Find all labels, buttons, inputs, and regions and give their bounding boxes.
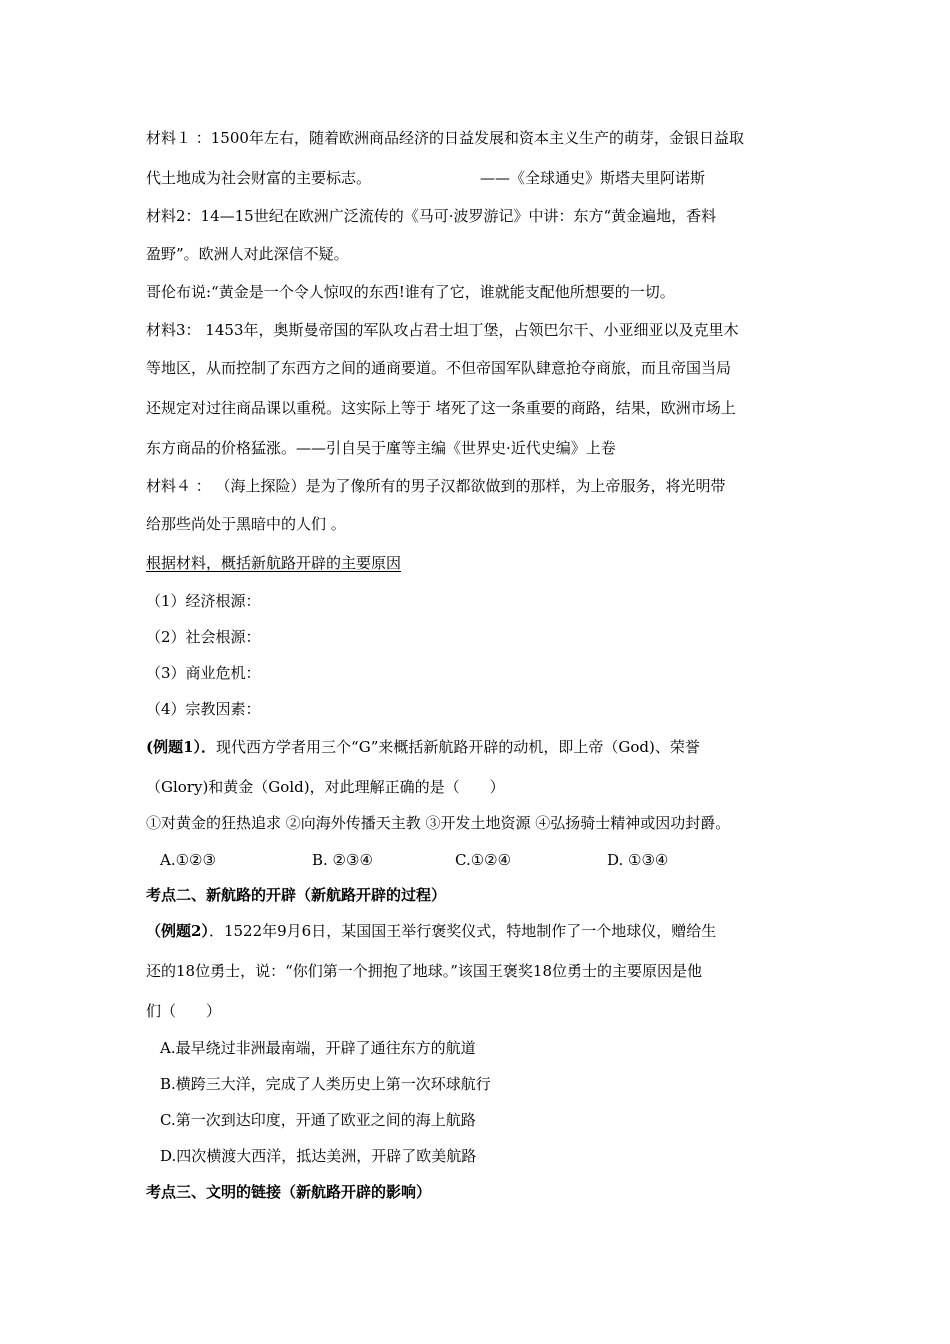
material1-line1: 材料１ ：1500年左右，随着欧洲商品经济的日益发展和资本主义生产的萌芽，金银日益取: [146, 129, 744, 147]
example1-line2: （Glory)和黄金（Gold)，对此理解正确的是（ ）: [146, 778, 505, 796]
material2-line1: 材料2：14—15世纪在欧洲广泛流传的《马可·波罗游记》中讲：东方“黄金遍地，香料: [146, 207, 717, 225]
example2-line2: 还的18位勇士，说：“你们第一个拥抱了地球。”该国王褒奖18位勇士的主要原因是他: [146, 962, 703, 980]
material4-line1: 材料４ ： （海上探险）是为了像所有的男子汉都欲做到的那样，为上帝服务，将光明带: [146, 477, 726, 495]
material3-line1: 材料3： 1453年，奥斯曼帝国的军队攻占君士坦丁堡，占领巴尔干、小亚细亚以及克里木: [146, 321, 739, 339]
example1-line1: [146, 737, 700, 757]
reason-social: （2）社会根源：: [146, 628, 261, 646]
example2-text: ．1522年9月6日，某国国王举行褒奖仪式，特地制作了一个地球仪，赠给生: [208, 922, 717, 940]
example1-statements: ①对黄金的狂热追求 ②向海外传播天主教 ③开发土地资源 ④弘扬骑士精神或因功封爵。: [146, 814, 731, 832]
section2-title: 考点二、新航路的开辟（新航路开辟的过程）: [146, 886, 447, 904]
reason-commercial: （3）商业危机：: [146, 664, 261, 682]
example1-option-d: D. ①③④: [607, 851, 669, 869]
material4-line2: 给那些尚处于黑暗中的人们 。: [146, 515, 346, 533]
material3-line4: 东方商品的价格猛涨。——引自吴于廑等主编《世界史·近代史编》上卷: [146, 439, 616, 457]
example1-text: 现代西方学者用三个“G”来概括新航路开辟的动机，即上帝（God)、荣誉: [216, 738, 700, 756]
example2-option-d: D.四次横渡大西洋，抵达美洲，开辟了欧美航路: [160, 1147, 477, 1165]
example1-option-c: C.①②④: [455, 851, 512, 869]
example2-line3: 们（ ）: [146, 1002, 222, 1020]
material3-line3: 还规定对过往商品课以重税。这实际上等于 堵死了这一条重要的商路，结果，欧洲市场上: [146, 399, 736, 417]
material2-line2: 盈野”。欧洲人对此深信不疑。: [146, 245, 349, 263]
example2-option-c: C.第一次到达印度，开通了欧亚之间的海上航路: [160, 1111, 476, 1129]
material1-source: ——《全球通史》斯塔夫里阿诺斯: [480, 169, 706, 187]
example1-option-b: B. ②③④: [312, 851, 373, 869]
reason-religious: （4）宗教因素：: [146, 700, 261, 718]
example2-line1: [146, 921, 716, 941]
example2-option-b: B.横跨三大洋，完成了人类历史上第一次环球航行: [160, 1075, 491, 1093]
example1-option-a: A.①②③: [160, 851, 216, 869]
example1-label: (例题1）．: [146, 738, 217, 756]
material1-line2: 代土地成为社会财富的主要标志。: [146, 169, 372, 187]
question-prompt: 根据材料，概括新航路开辟的主要原因: [146, 554, 402, 572]
example2-label: （例题2）: [146, 922, 209, 940]
section3-title: 考点三、文明的链接（新航路开辟的影响）: [146, 1183, 432, 1201]
material3-line2: 等地区，从而控制了东西方之间的通商要道。不但帝国军队肆意抢夺商旅，而且帝国当局: [146, 359, 732, 377]
columbus-quote: 哥伦布说:“黄金是一个令人惊叹的东西!谁有了它，谁就能支配他所想要的一切。: [146, 283, 675, 301]
reason-economic: （1）经济根源：: [146, 592, 261, 610]
example2-option-a: A.最早绕过非洲最南端，开辟了通往东方的航道: [160, 1039, 476, 1057]
